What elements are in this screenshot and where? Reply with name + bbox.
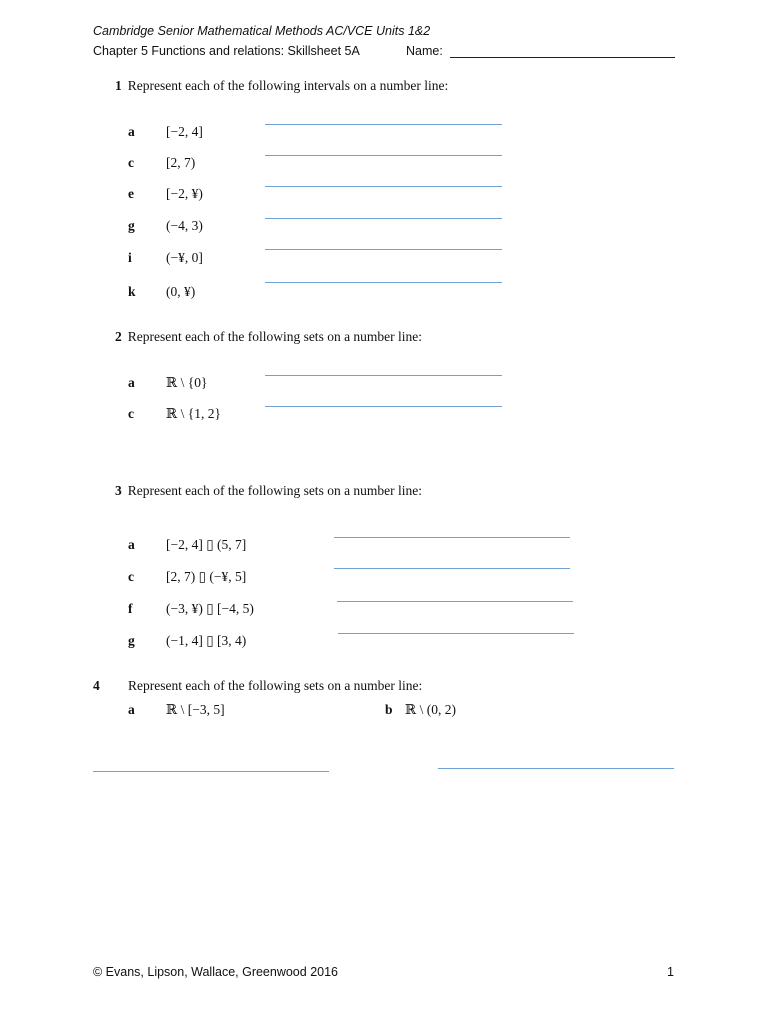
question-prompt: Represent each of the following sets on a number line:: [128, 678, 423, 693]
number-line: [438, 768, 674, 769]
number-line: [265, 282, 502, 283]
number-line: [337, 601, 573, 602]
question-prompt: Represent each of the following intervals on a number line:: [127, 78, 449, 93]
question-number: 4: [93, 678, 100, 693]
set-expression: (−3, ¥) ▯ [−4, 5): [166, 601, 254, 616]
question-number: 1: [115, 78, 122, 93]
item-label: e: [128, 186, 134, 201]
set-expression: [2, 7) ▯ (−¥, 5]: [166, 569, 247, 584]
question-2: [115, 329, 422, 345]
question-number: 3: [115, 483, 122, 498]
number-line: [338, 633, 574, 634]
interval-expression: [2, 7): [166, 155, 196, 170]
question-3: [115, 483, 422, 499]
number-line: [265, 406, 502, 407]
set-expression: [−2, 4] ▯ (5, 7]: [166, 537, 247, 552]
number-line: [265, 375, 502, 376]
interval-expression: [−2, ¥): [166, 186, 203, 201]
item-label: i: [128, 250, 132, 265]
item-label: c: [128, 569, 134, 584]
interval-expression: [−2, 4]: [166, 124, 203, 139]
set-expression: ℝ \ {0}: [166, 375, 208, 390]
question-4: [93, 678, 422, 694]
interval-expression: (0, ¥): [166, 284, 196, 299]
number-line: [265, 249, 502, 250]
number-line: [334, 568, 570, 569]
set-expression: ℝ \ [−3, 5]: [166, 702, 225, 717]
question-prompt: Represent each of the following sets on a number line:: [127, 329, 423, 344]
page-number: 1: [667, 965, 674, 979]
question-number: 2: [115, 329, 122, 344]
set-expression: ℝ \ {1, 2}: [166, 406, 221, 421]
item-label: a: [128, 537, 135, 552]
item-label: b: [385, 702, 393, 717]
number-line: [265, 155, 502, 156]
course-title: Cambridge Senior Mathematical Methods AC/VCE Units 1&2: [93, 24, 431, 38]
item-label: a: [128, 124, 135, 139]
number-line: [265, 124, 502, 125]
item-label: a: [128, 375, 135, 390]
interval-expression: (−4, 3): [166, 218, 203, 233]
item-label: k: [128, 284, 136, 299]
number-line: [334, 537, 570, 538]
question-prompt: Represent each of the following sets on a number line:: [127, 483, 423, 498]
item-label: a: [128, 702, 135, 717]
item-label: c: [128, 406, 134, 421]
set-expression: (−1, 4] ▯ [3, 4): [166, 633, 247, 648]
number-line: [265, 218, 502, 219]
item-label: c: [128, 155, 134, 170]
number-line: [93, 771, 329, 772]
set-expression: ℝ \ (0, 2): [405, 702, 456, 717]
item-label: g: [128, 633, 135, 648]
name-label: Name:: [406, 44, 443, 58]
chapter-title: Chapter 5 Functions and relations: Skillsheet 5A: [93, 44, 360, 58]
number-line: [265, 186, 502, 187]
interval-expression: (−¥, 0]: [166, 250, 203, 265]
copyright-footer: © Evans, Lipson, Wallace, Greenwood 2016: [93, 965, 338, 979]
name-field-line[interactable]: [450, 57, 675, 58]
question-1: [115, 78, 448, 94]
item-label: g: [128, 218, 135, 233]
item-label: f: [128, 601, 133, 616]
